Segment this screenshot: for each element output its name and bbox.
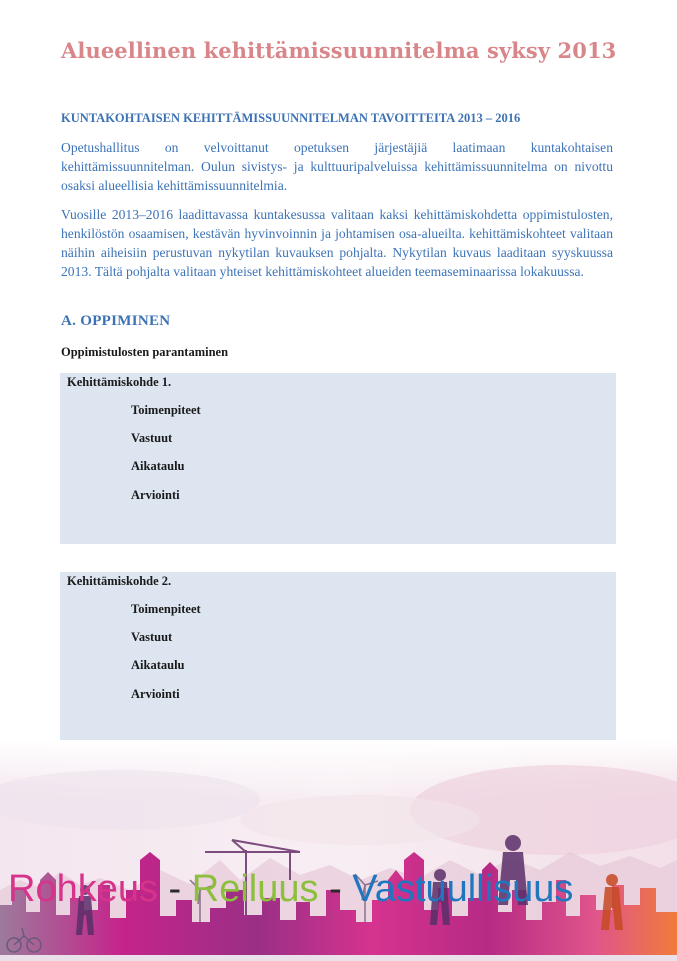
development-target-box-1 [60, 373, 616, 544]
box-item-actions: Toimenpiteet [131, 403, 201, 417]
box-title: Kehittämiskohde 2. [67, 574, 172, 588]
motto-separator: - [168, 868, 182, 910]
footer-banner [0, 740, 677, 961]
footer-motto [8, 870, 573, 908]
body-paragraph: Vuosille 2013–2016 laadittavassa kuntakesussa valitaan kaksi kehittämiskohdetta oppimistulosten, henkilöstön osaamisen, kestävän hyvinvoinnin ja johtamisen osa-alueilta. kehittämiskohteet valitaan näihin aiheisiin perustuvan nykytilan kuvauksen pohjalta. Nykytilan kuvaus laaditaan syyskuussa 2013. Tältä pohjalta valitaan yhteiset kehittämiskohteet alueiden teemaseminaarissa lokakuussa. [61, 207, 613, 279]
document-title: Alueellinen kehittämissuunnitelma syksy 2013 [61, 38, 617, 63]
subsection-heading: A. OPPIMINEN [61, 313, 171, 329]
city-silhouette-illustration [0, 740, 677, 961]
motto-separator: - [329, 868, 342, 910]
box-item-responsibilities: Vastuut [131, 431, 173, 445]
box-item-evaluation: Arviointi [131, 488, 180, 502]
box-item-schedule: Aikataulu [131, 459, 185, 473]
development-target-box-2 [60, 572, 616, 743]
motto-word-fairness: Reiluus [191, 868, 319, 910]
motto-word-courage: Rohkeus [8, 868, 158, 910]
box-item-actions: Toimenpiteet [131, 602, 201, 616]
box-item-evaluation: Arviointi [131, 687, 180, 701]
intro-paragraph: Opetushallitus on velvoittanut opetuksen järjestäjiä laatimaan kuntakohtaisen kehittämissuunnitelman. Oulun sivistys- ja kulttuuripalveluissa kehittämissuunnitelma on nivottu osaksi alueellisia kehittämissuunnitelmia. [61, 140, 613, 193]
box-item-responsibilities: Vastuut [131, 630, 173, 644]
subheading: Oppimistulosten parantaminen [61, 345, 229, 359]
motto-word-responsibility: Vastuullisuus [352, 868, 574, 910]
box-item-schedule: Aikataulu [131, 658, 185, 672]
box-title: Kehittämiskohde 1. [67, 375, 172, 389]
section-heading: KUNTAKOHTAISEN KEHITTÄMISSUUNNITELMAN TAVOITTEITA 2013 – 2016 [61, 111, 521, 125]
